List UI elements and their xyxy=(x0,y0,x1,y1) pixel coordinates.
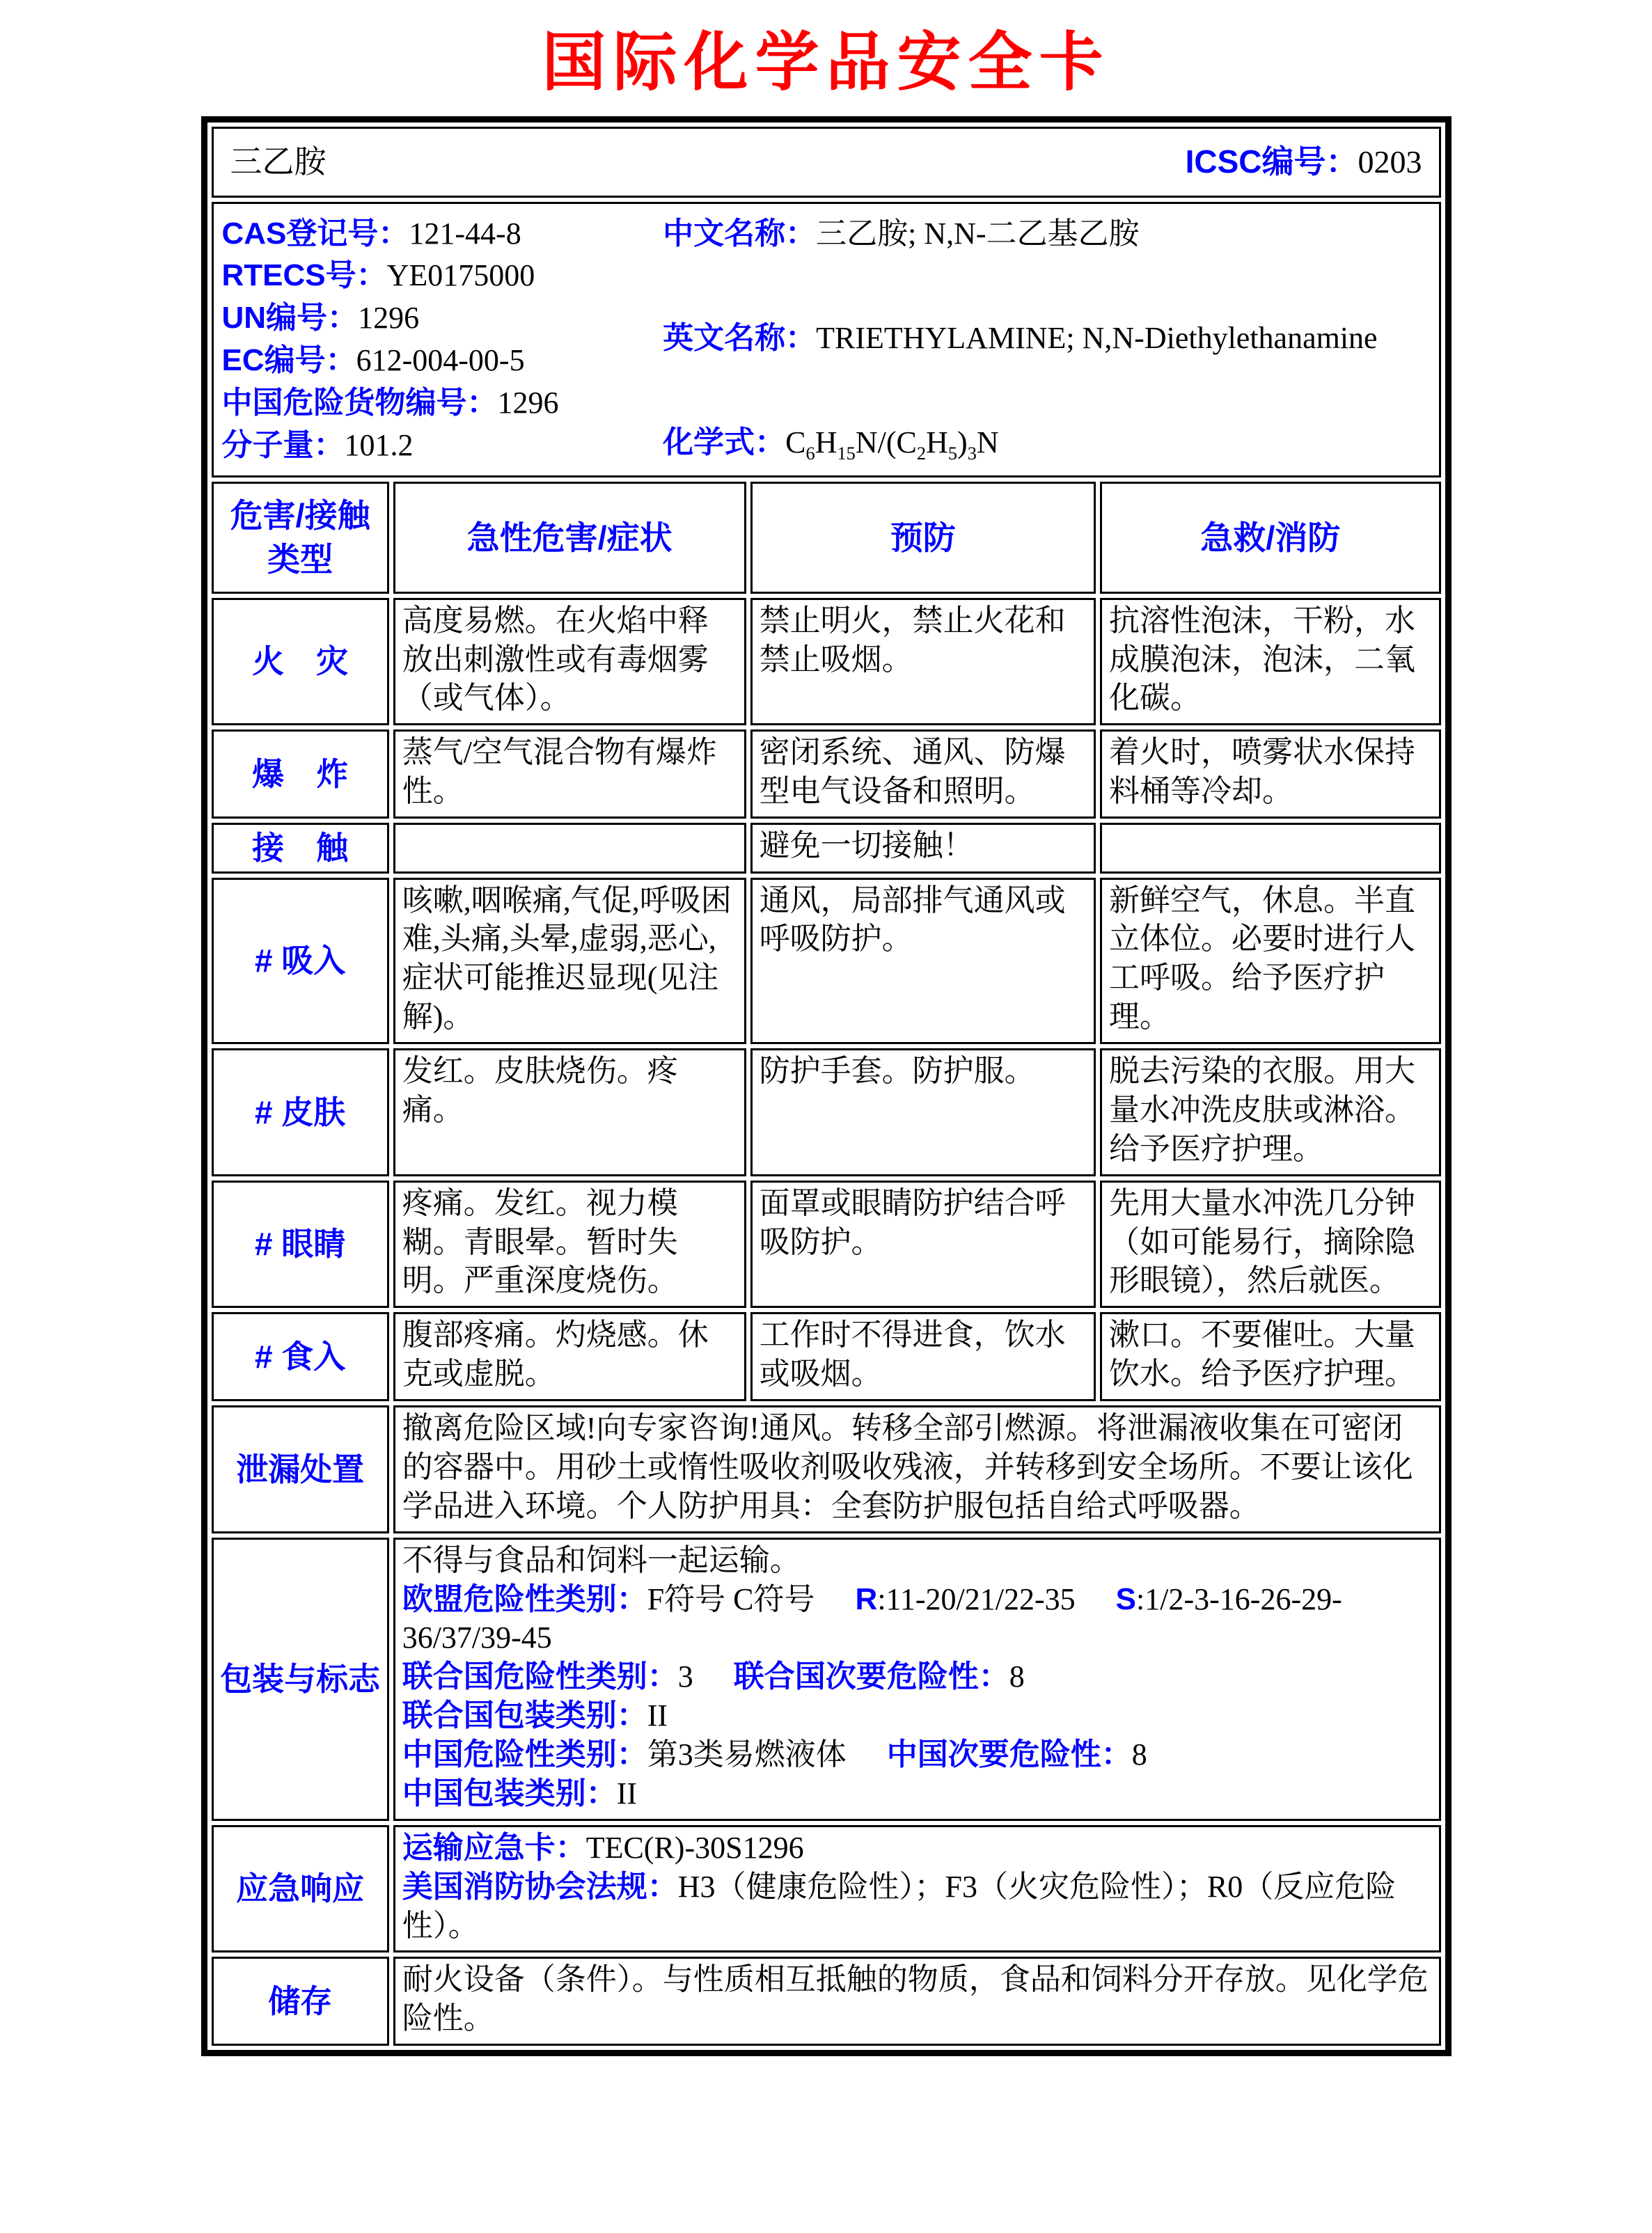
tec-card-value: TEC(R)-30S1296 xyxy=(585,1830,804,1865)
icsc-number-group xyxy=(1186,141,1422,182)
inhalation-response: 新鲜空气，休息。半直立体位。必要时进行人工呼吸。给予医疗护理。 xyxy=(1100,878,1440,1045)
hazard-row-exposure xyxy=(212,823,1441,873)
emergency-tec-line xyxy=(402,1829,1432,1868)
chemical-formula-value: $C_6H_{15}N/(C_2H_5)_3N$ xyxy=(785,425,999,464)
tec-card-label: 运输应急卡： xyxy=(402,1830,586,1865)
cas-number-value: 121-44-8 xyxy=(409,216,521,251)
un-class-value: 3 xyxy=(677,1659,693,1694)
storage-content: 耐火设备（条件）。与性质相互抵触的物质，食品和饲料分开存放。见化学危险性。 xyxy=(393,1957,1441,2046)
eu-class-label: 欧盟危险性类别： xyxy=(402,1581,647,1616)
cn-packing-value: II xyxy=(616,1776,638,1810)
hazard-row-fire xyxy=(212,598,1441,726)
rtecs-number-label: RTECS号： xyxy=(221,258,387,293)
skin-symptoms: 发红。皮肤烧伤。疼痛。 xyxy=(393,1048,746,1176)
exposure-response xyxy=(1100,823,1440,873)
ec-number-field xyxy=(222,341,655,380)
exposure-symptoms xyxy=(393,823,746,873)
identification-left-column xyxy=(222,211,663,468)
row-label-emergency: 应急响应 xyxy=(212,1825,389,1953)
cas-number-label: CAS登记号： xyxy=(221,216,409,251)
icsc-label: ICSC编号： xyxy=(1185,143,1358,180)
ec-number-value: 612-004-00-5 xyxy=(356,343,525,378)
row-label-fire: 火 灾 xyxy=(212,598,389,726)
emergency-nfpa-line xyxy=(402,1868,1432,1946)
packaging-content xyxy=(393,1538,1441,1821)
cas-number-field xyxy=(222,214,655,253)
chemical-title-row xyxy=(212,127,1441,197)
molecular-weight-value: 101.2 xyxy=(344,427,414,462)
explosion-prevention: 密闭系统、通风、防爆型电气设备和照明。 xyxy=(750,729,1096,819)
un-packing-label: 联合国包装类别： xyxy=(402,1698,647,1733)
china-dg-number-label: 中国危险货物编号： xyxy=(221,386,498,420)
identification-cell xyxy=(212,202,1441,478)
row-label-inhalation: # 吸入 xyxy=(212,878,389,1045)
cn-secondary-value: 8 xyxy=(1131,1737,1147,1772)
storage-row xyxy=(212,1957,1441,2046)
un-number-value: 1296 xyxy=(358,301,420,336)
rtecs-number-value: YE0175000 xyxy=(386,258,535,293)
packaging-eu-line xyxy=(402,1580,1432,1658)
row-label-explosion: 爆 炸 xyxy=(212,729,389,819)
row-label-eyes: # 眼睛 xyxy=(212,1181,389,1309)
english-name-label: 英文名称： xyxy=(663,320,817,355)
r-phrases-label: R xyxy=(855,1581,878,1616)
china-dg-number-value: 1296 xyxy=(497,386,559,420)
skin-response: 脱去污染的衣服。用大量水冲洗皮肤或淋浴。给予医疗护理。 xyxy=(1100,1048,1440,1176)
row-label-exposure: 接 触 xyxy=(212,823,389,873)
header-prevention: 预防 xyxy=(750,482,1096,594)
chinese-name-field xyxy=(663,214,1430,253)
row-label-storage: 储存 xyxy=(212,1957,389,2046)
ingestion-prevention: 工作时不得进食，饮水或吸烟。 xyxy=(750,1312,1096,1401)
identification-right-column xyxy=(663,211,1430,468)
hazard-row-explosion xyxy=(212,729,1441,819)
chemical-title-cell xyxy=(212,127,1441,197)
eyes-symptoms: 疼痛。发红。视力模糊。青眼晕。暂时失明。严重深度烧伤。 xyxy=(393,1181,746,1309)
hazard-row-eyes xyxy=(212,1181,1441,1309)
inhalation-prevention: 通风，局部排气通风或呼吸防护。 xyxy=(750,878,1096,1045)
hazard-row-inhalation xyxy=(212,878,1441,1045)
fire-response: 抗溶性泡沫，干粉，水成膜泡沫，泡沫，二氧化碳。 xyxy=(1100,598,1440,726)
skin-prevention: 防护手套。防护服。 xyxy=(750,1048,1096,1176)
nfpa-value: H3（健康危险性）；F3（火灾危险性）；R0（反应危险性）。 xyxy=(402,1869,1397,1943)
header-first-aid: 急救/消防 xyxy=(1100,482,1440,594)
row-label-ingestion: # 食入 xyxy=(212,1312,389,1401)
un-number-field xyxy=(222,299,655,338)
hazard-header-row xyxy=(212,482,1441,594)
cn-packing-label: 中国包装类别： xyxy=(402,1776,617,1810)
s-phrases-value: :1/2-3-16-26-29-36/37/39-45 xyxy=(402,1581,1342,1655)
header-hazard-type: 危害/接触类型 xyxy=(212,482,389,594)
cn-class-label: 中国危险性类别： xyxy=(402,1737,647,1772)
un-secondary-value: 8 xyxy=(1009,1659,1025,1694)
eyes-response: 先用大量水冲洗几分钟（如可能易行，摘除隐形眼镜），然后就医。 xyxy=(1100,1181,1440,1309)
english-name-field xyxy=(663,319,1430,358)
ec-number-label: EC编号： xyxy=(221,343,356,378)
packaging-cn-packing-line xyxy=(402,1774,1432,1813)
spill-content: 撤离危险区域!向专家咨询!通风。转移全部引燃源。将泄漏液收集在可密闭的容器中。用砂土或惰性吸收剂吸收残液，并转移到安全场所。不要让该化学品进入环境。个人防护用具：全套防护服包括自给式呼吸器。 xyxy=(393,1405,1441,1533)
explosion-response: 着火时，喷雾状水保持料桶等冷却。 xyxy=(1100,729,1440,819)
ingestion-symptoms: 腹部疼痛。灼烧感。休克或虚脱。 xyxy=(393,1312,746,1401)
chinese-name-value: 三乙胺; N,N-二乙基乙胺 xyxy=(816,216,1140,251)
icsc-value: 0203 xyxy=(1358,144,1422,180)
explosion-symptoms: 蒸气/空气混合物有爆炸性。 xyxy=(393,729,746,819)
row-label-spill: 泄漏处置 xyxy=(212,1405,389,1533)
chinese-name-label: 中文名称： xyxy=(663,216,817,251)
header-acute-symptoms: 急性危害/症状 xyxy=(393,482,746,594)
china-dg-number-field xyxy=(222,384,655,423)
packaging-transport-note: 不得与食品和饲料一起运输。 xyxy=(402,1542,801,1577)
chemical-name: 三乙胺 xyxy=(230,144,327,180)
cn-class-value: 第3类易燃液体 xyxy=(647,1737,847,1772)
chemical-formula-field xyxy=(663,423,1430,465)
safety-card xyxy=(201,116,1452,2056)
english-name-value: TRIETHYLAMINE; N,N-Diethylethanamine xyxy=(816,320,1378,355)
cn-secondary-label: 中国次要危险性： xyxy=(886,1737,1132,1772)
emergency-content xyxy=(393,1825,1441,1953)
nfpa-label: 美国消防协会法规： xyxy=(402,1869,678,1904)
eu-class-value: F符号 C符号 xyxy=(647,1581,815,1616)
exposure-prevention: 避免一切接触！ xyxy=(750,823,1096,873)
page-title: 国际化学品安全卡 xyxy=(542,27,1110,98)
r-phrases-value: :11-20/21/22-35 xyxy=(877,1581,1076,1616)
packaging-un-class-line xyxy=(402,1657,1432,1696)
packaging-un-packing-line xyxy=(402,1696,1432,1735)
hazard-row-skin xyxy=(212,1048,1441,1176)
un-secondary-label: 联合国次要危险性： xyxy=(733,1659,1009,1694)
hazard-row-ingestion xyxy=(212,1312,1441,1401)
rtecs-number-field xyxy=(222,256,655,295)
chemical-formula-label: 化学式： xyxy=(663,425,786,459)
inhalation-symptoms: 咳嗽,咽喉痛,气促,呼吸困难,头痛,头晕,虚弱,恶心,症状可能推迟显现(见注解)。 xyxy=(393,878,746,1045)
packaging-cn-class-line xyxy=(402,1735,1432,1774)
un-class-label: 联合国危险性类别： xyxy=(402,1659,678,1694)
packaging-row xyxy=(212,1538,1441,1821)
molecular-weight-field xyxy=(222,426,655,465)
safety-card-table xyxy=(207,123,1445,2050)
ingestion-response: 漱口。不要催吐。大量饮水。给予医疗护理。 xyxy=(1100,1312,1440,1401)
row-label-packaging: 包装与标志 xyxy=(212,1538,389,1821)
eyes-prevention: 面罩或眼睛防护结合呼吸防护。 xyxy=(750,1181,1096,1309)
un-packing-value: II xyxy=(647,1698,668,1733)
identification-row xyxy=(212,202,1441,478)
s-phrases-label: S xyxy=(1115,1581,1137,1616)
emergency-row xyxy=(212,1825,1441,1953)
molecular-weight-label: 分子量： xyxy=(221,427,345,462)
fire-prevention: 禁止明火，禁止火花和禁止吸烟。 xyxy=(750,598,1096,726)
spill-row xyxy=(212,1405,1441,1533)
fire-symptoms: 高度易燃。在火焰中释放出刺激性或有毒烟雾（或气体）。 xyxy=(393,598,746,726)
row-label-skin: # 皮肤 xyxy=(212,1048,389,1176)
un-number-label: UN编号： xyxy=(221,301,359,336)
